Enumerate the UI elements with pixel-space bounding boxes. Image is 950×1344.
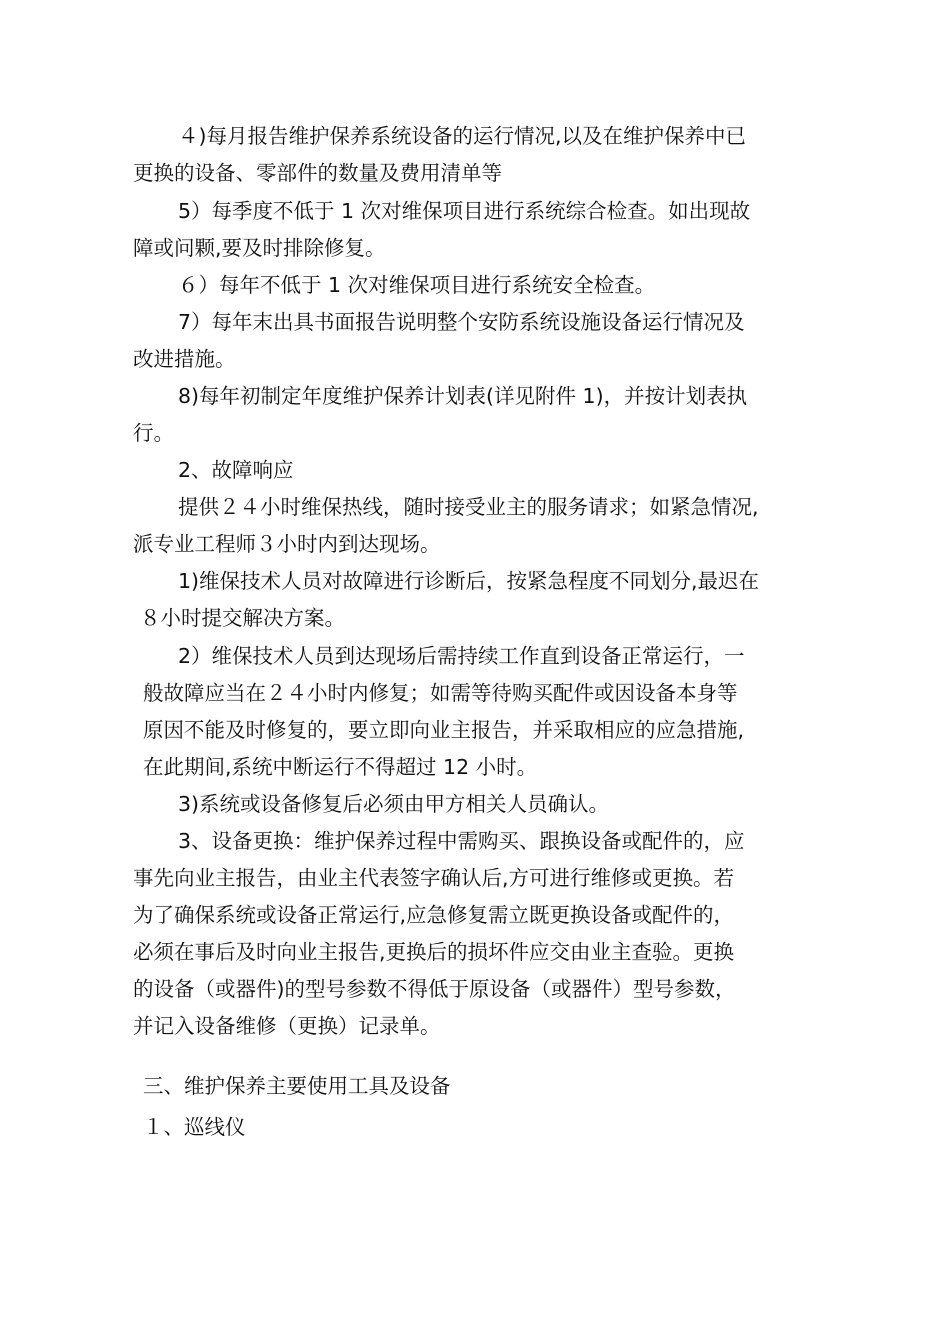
text-line: 8)每年初制定年度维护保养计划表(详见附件 1)，并按计划表执 xyxy=(178,384,748,408)
text-line: 在此期间,系统中断运行不得超过 12 小时。 xyxy=(143,755,538,779)
text-line: ４)每月报告维护保养系统设备的运行情况,以及在维护保养中已 xyxy=(178,124,747,148)
subsection-heading: １、巡线仪 xyxy=(143,1115,246,1139)
section-heading: 2、故障响应 xyxy=(178,458,294,482)
text-line: 般故障应当在２４小时内修复；如需等待购买配件或因设备本身等 xyxy=(143,681,738,705)
text-line: 1)维保技术人员对故障进行诊断后，按紧急程度不同划分,最迟在 xyxy=(178,569,760,593)
text-line: 行。 xyxy=(133,421,174,445)
text-line: 事先向业主报告，由业主代表签字确认后,方可进行维修或更换。若 xyxy=(133,866,735,890)
text-line: 3、设备更换：维护保养过程中需购买、跟换设备或配件的，应 xyxy=(178,829,745,853)
text-line: 2）维保技术人员到达现场后需持续工作直到设备正常运行，一 xyxy=(178,644,745,668)
text-line: 5）每季度不低于 1 次对维保项目进行系统综合检查。如出现故 xyxy=(178,199,751,223)
text-line: 的设备（或器件)的型号参数不得低于原设备（或器件）型号参数， xyxy=(133,977,736,1001)
text-line: 为了确保系统或设备正常运行,应急修复需立既更换设备或配件的， xyxy=(133,903,735,927)
text-line: 提供２４小时维保热线，随时接受业主的服务请求；如紧急情况, xyxy=(178,495,759,519)
text-line: 原因不能及时修复的，要立即向业主报告，并采取相应的应急措施, xyxy=(143,718,745,742)
section-heading: 三、维护保养主要使用工具及设备 xyxy=(143,1074,451,1098)
text-line: 3)系统或设备修复后必须由甲方相关人员确认。 xyxy=(178,792,610,816)
text-line: 7）每年末出具书面报告说明整个安防系统设施设备运行情况及 xyxy=(178,310,745,334)
text-line: ８小时提交解决方案。 xyxy=(140,606,345,630)
text-line: 派专业工程师３小时内到达现场。 xyxy=(133,532,441,556)
text-line: 必须在事后及时向业主报告,更换后的损坏件应交由业主查验。更换 xyxy=(133,940,735,964)
text-line: 改进措施。 xyxy=(133,347,236,371)
text-line: 并记入设备维修（更换）记录单。 xyxy=(133,1014,441,1038)
text-line: 更换的设备、零部件的数量及费用清单等 xyxy=(133,161,502,185)
text-line: 障或问颗,要及时排除修复。 xyxy=(133,236,386,260)
text-line: ６）每年不低于 1 次对维保项目进行系统安全检查。 xyxy=(178,273,656,297)
